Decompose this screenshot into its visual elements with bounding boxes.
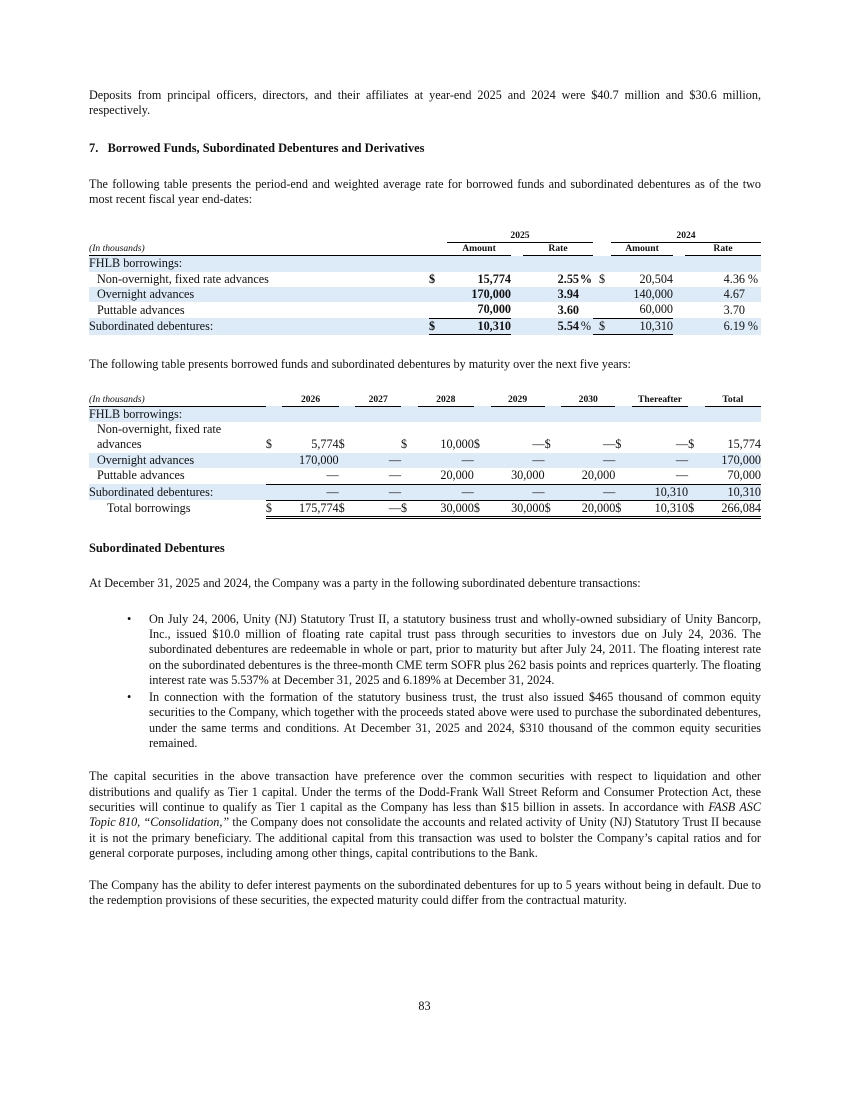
table2-intro: The following table presents borrowed funds and subordinated debentures by maturity over the next five years: bbox=[89, 357, 631, 372]
borrowed-funds-rate-table bbox=[89, 230, 761, 335]
table-row: Puttable advances 70,000 3.60 60,000 3.70 bbox=[97, 302, 745, 317]
table-row: Puttable advances — — 20,000 30,000 20,000 — 70,000 bbox=[97, 468, 761, 483]
bullet-icon: • bbox=[127, 611, 132, 626]
rate-header: Rate bbox=[523, 243, 593, 256]
subordinated-intro: At December 31, 2025 and 2024, the Company was a party in the following subordinated debenture transactions: bbox=[89, 576, 641, 591]
col-header-thereafter: Thereafter bbox=[632, 394, 688, 407]
document-page bbox=[89, 88, 761, 926]
list-item: • In connection with the formation of the statutory business trust, the trust also issued $465 thousand of common equity securities to the Company, which together with the proceeds stated above were used to purchase the subordinated debentures, under the same terms and conditions. At December 31, 2025 and 2024, $310 thousand of the common equity securities remained. bbox=[127, 690, 761, 751]
capital-securities-paragraph: The capital securities in the above transaction have preference over the common securities with respect to liquidation and other distributions and qualify as Tier 1 capital. Under the terms of the Dodd-Frank Wall Street Reform and Consumer Protection Act, these securities will continue to qualify as Tier 1 capital as the Company has less than $15 billion in assets. In accordance with FASB ASC Topic 810, “Consolidation,” the Company does not consolidate the accounts and related activity of Unity (NJ) Statutory Trust II because it is not the primary beneficiary. The additional capital from this transaction was used to bolster the Company’s capital ratios and for general corporate purposes, including among other things, capital contributions to the Bank. bbox=[89, 769, 761, 860]
page-number: 83 bbox=[418, 999, 431, 1013]
fhlb-group-label: FHLB borrowings: bbox=[89, 256, 761, 272]
list-item: • On July 24, 2006, Unity (NJ) Statutory Trust II, a statutory business trust and wholly-owned subsidiary of Unity Bancorp, Inc., issued $10.0 million of floating rate capital trust pass through securities to investors due on July 24, 2036. The subordinated debentures are redeemable in whole or part, prior to maturity but after July 24, 2011. The floating interest rate on the subordinated debentures is the three-month CME term SOFR plus 262 basis points and reprices quarterly. The floating interest rate was 5.537% at December 31, 2025 and 6.189% at December 31, 2024. bbox=[127, 611, 761, 687]
bullet-icon: • bbox=[127, 690, 132, 705]
fhlb-group-label: FHLB borrowings: bbox=[89, 406, 761, 422]
col-header-total: Total bbox=[705, 394, 761, 407]
col-header-2028: 2028 bbox=[418, 394, 474, 407]
subordinated-heading: Subordinated Debentures bbox=[89, 541, 225, 556]
row-label-part: Non-overnight, fixed rate bbox=[97, 421, 222, 436]
table-row: Overnight advances 170,000 3.94 140,000 4.67 bbox=[89, 287, 761, 302]
bullet-list bbox=[89, 612, 761, 752]
table-row: advances $ 5,774 $ $ 10,000 $ — $ — $ — $ 15,774 bbox=[97, 437, 761, 452]
col-header-2026: 2026 bbox=[282, 394, 338, 407]
table-row-total: Total borrowings $ 175,774 $ — $ 30,000 $ 30,000 $ 20,000 $ 10,310 $ 266,084 bbox=[89, 500, 761, 517]
section-heading: 7. Borrowed Funds, Subordinated Debentures and Derivatives bbox=[89, 140, 425, 155]
units-label: (In thousands) bbox=[89, 394, 266, 407]
col-header-2030: 2030 bbox=[561, 394, 615, 407]
amount-header: Amount bbox=[447, 243, 511, 256]
year-2024-header: 2024 bbox=[611, 230, 761, 243]
col-header-2027: 2027 bbox=[355, 394, 401, 407]
defer-interest-paragraph: The Company has the ability to defer interest payments on the subordinated debentures for up to 5 years without being in default. Due to the redemption provisions of these securities, the expected maturity could differ from the contractual maturity. bbox=[89, 878, 761, 908]
rate-header: Rate bbox=[685, 243, 761, 256]
table1-intro: The following table presents the period-end and weighted average rate for borrowed funds and subordinated debentures as of the two most recent fiscal year end-dates: bbox=[89, 176, 761, 206]
maturity-table bbox=[89, 394, 761, 520]
table-row: Subordinated debentures: — — — — — 10,310 10,310 bbox=[89, 484, 761, 499]
table-row: Overnight advances 170,000 — — — — — 170,000 bbox=[89, 453, 761, 468]
table-row: Non-overnight, fixed rate advances $ 15,774 2.55 % $ 20,504 4.36 % bbox=[97, 271, 759, 286]
intro-paragraph: Deposits from principal officers, directors, and their affiliates at year-end 2025 and 2024 were $40.7 million and $30.6 million, respectively. bbox=[89, 88, 761, 118]
year-2025-header: 2025 bbox=[447, 230, 593, 243]
amount-header: Amount bbox=[611, 243, 673, 256]
units-label: (In thousands) bbox=[89, 243, 429, 256]
table-row: Subordinated debentures: $ 10,310 5.54 % $ 10,310 6.19 % bbox=[89, 318, 761, 334]
col-header-2029: 2029 bbox=[491, 394, 545, 407]
